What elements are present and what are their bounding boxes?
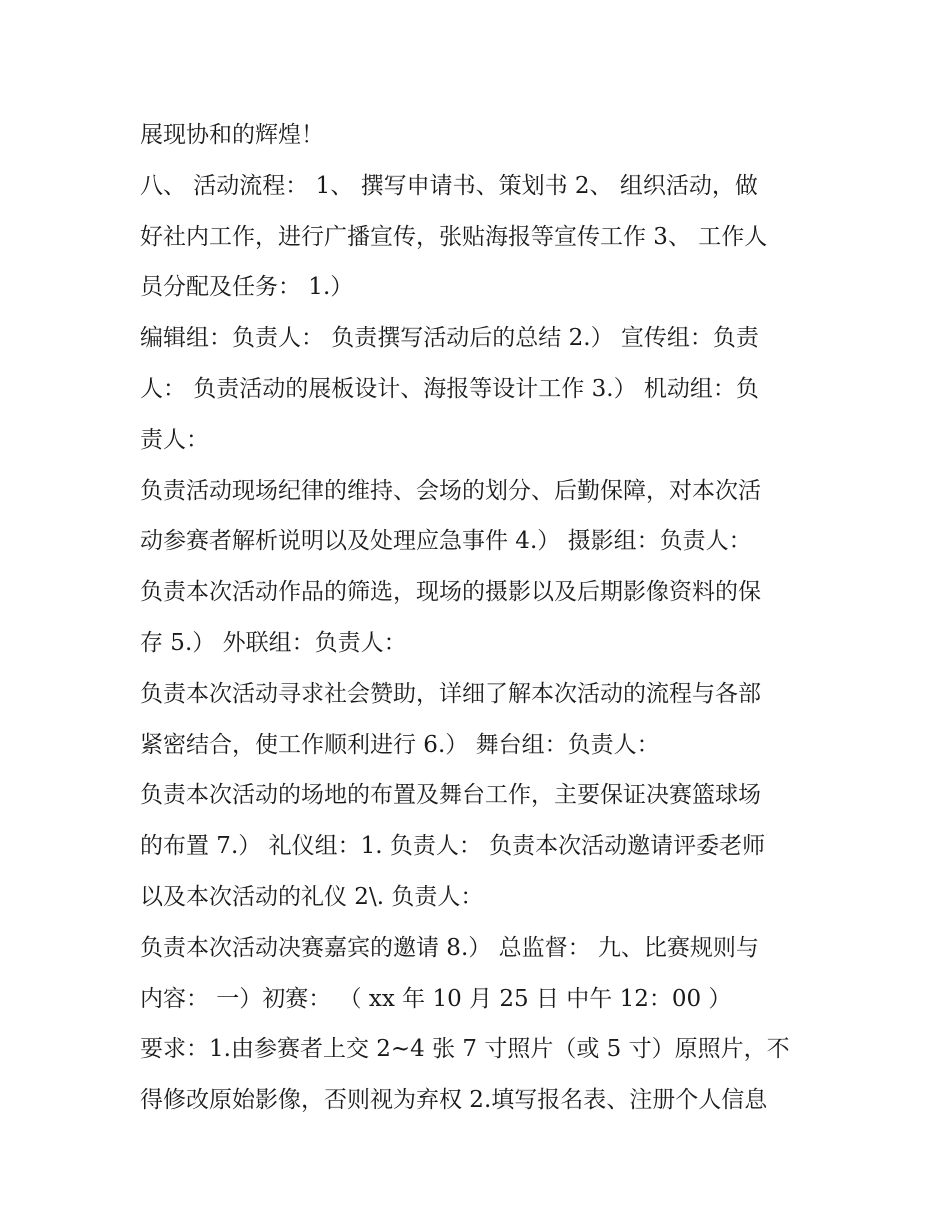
text-line: 存 5.） 外联组：负责人： [140, 629, 407, 656]
text-line: 的布置 7.） 礼仪组：1. 负责人： 负责本次活动邀请评委老师 [140, 833, 766, 860]
text-line: 负责活动现场纪律的维持、会场的划分、后勤保障，对本次活 [140, 477, 761, 504]
text-line: 内容： 一）初赛： （ xx 年 10 月 25 日 中午 12：00 ） [140, 985, 732, 1012]
text-line: 紧密结合，使工作顺利进行 6.） 舞台组：负责人： [140, 731, 660, 758]
text-line: 责人： [140, 426, 209, 453]
text-line: 展现协和的辉煌！ [140, 122, 324, 148]
text-line: 以及本次活动的礼仪 2\. 负责人： [140, 883, 484, 910]
text-line: 八、 活动流程： 1、 撰写申请书、策划书 2、 组织活动，做 [140, 172, 758, 199]
text-line: 编辑组：负责人： 负责撰写活动后的总结 2.） 宣传组：负责 [140, 325, 759, 352]
text-line: 负责本次活动作品的筛选，现场的摄影以及后期影像资料的保 [140, 579, 761, 606]
text-line: 负责本次活动寻求社会赞助，详细了解本次活动的流程与各部 [140, 680, 761, 707]
text-line: 员分配及任务： 1.） [140, 274, 354, 301]
text-line: 好社内工作，进行广播宣传，张贴海报等宣传工作 3、 工作人 [140, 223, 768, 250]
text-line: 人： 负责活动的展板设计、海报等设计工作 3.） 机动组：负 [140, 375, 759, 402]
document-body [140, 110, 830, 1126]
text-line: 动参赛者解析说明以及处理应急事件 4.） 摄影组：负责人： [140, 528, 752, 555]
text-line: 要求：1.由参赛者上交 2~4 张 7 寸照片（或 5 寸）原照片，不 [140, 1036, 790, 1063]
text-line: 负责本次活动的场地的布置及舞台工作，主要保证决赛篮球场 [140, 782, 761, 809]
text-line: 得修改原始影像，否则视为弃权 2.填写报名表、注册个人信息 [140, 1087, 768, 1114]
text-line: 负责本次活动决赛嘉宾的邀请 8.） 总监督： 九、比赛规则与 [140, 934, 759, 961]
